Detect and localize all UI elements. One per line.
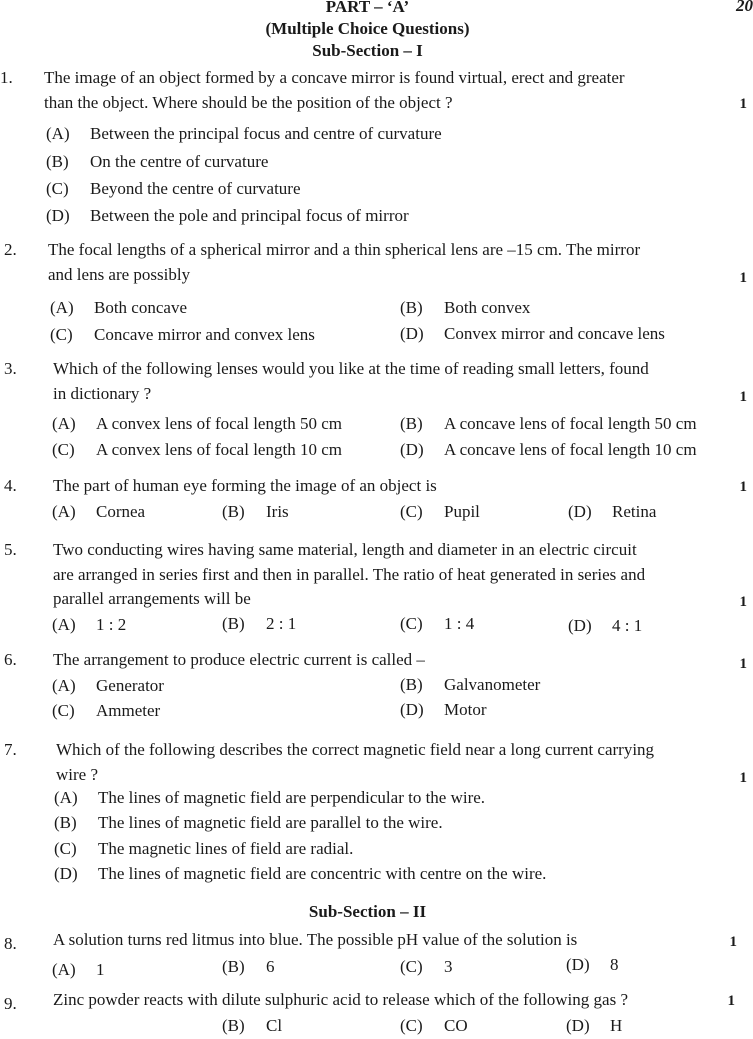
option-c xyxy=(54,837,353,862)
marks: 1 xyxy=(739,479,747,495)
option-c xyxy=(400,500,480,525)
option-text: Generator xyxy=(96,676,164,695)
option-label: (D) xyxy=(400,324,424,343)
question-text-line: Two conducting wires having same material, length and diameter in an electric circuit xyxy=(53,540,637,559)
question-text-line: The focal lengths of a spherical mirror and a thin spherical lens are –15 cm. The mirror xyxy=(48,240,641,259)
option-d xyxy=(566,1014,622,1039)
option-d xyxy=(54,862,546,887)
option-label: (A) xyxy=(46,124,70,143)
option-b xyxy=(222,500,289,525)
option-text: 4 : 1 xyxy=(612,616,643,635)
option-b xyxy=(222,955,275,980)
option-d xyxy=(46,204,409,229)
marks: 1 xyxy=(739,656,747,672)
question-text-line: are arranged in series first and then in parallel. The ratio of heat generated in series and xyxy=(53,564,646,584)
question-text xyxy=(56,738,741,787)
option-a xyxy=(52,500,145,525)
option-a xyxy=(52,613,126,638)
option-d xyxy=(566,953,619,978)
question-text xyxy=(53,988,738,1013)
option-label: (C) xyxy=(52,701,75,720)
option-label: (C) xyxy=(50,325,73,344)
option-a xyxy=(54,786,485,811)
option-text: 1 xyxy=(96,960,105,979)
option-text: The lines of magnetic field are perpendicular to the wire. xyxy=(98,788,486,807)
option-label: (B) xyxy=(222,957,245,976)
question-text-line: The image of an object formed by a concave mirror is found virtual, erect and greater xyxy=(44,68,625,87)
question-number: 7. xyxy=(4,740,17,759)
option-label: (C) xyxy=(400,614,423,633)
question-number: 5. xyxy=(4,540,17,559)
option-c xyxy=(400,955,453,980)
option-b xyxy=(46,150,268,175)
option-text: The lines of magnetic field are concentric with centre on the wire. xyxy=(98,864,547,883)
option-label: (C) xyxy=(400,502,423,521)
option-text: Pupil xyxy=(444,502,480,521)
option-text: A concave lens of focal length 10 cm xyxy=(444,440,697,459)
option-a xyxy=(52,412,342,437)
option-label: (D) xyxy=(566,955,590,974)
option-text: Retina xyxy=(612,502,657,521)
marks: 1 xyxy=(739,389,747,405)
marks: 1 xyxy=(739,594,747,610)
question-text-line: Which of the following describes the correct magnetic field near a long current carrying xyxy=(56,740,655,759)
option-d xyxy=(568,614,642,639)
option-text: 1 : 2 xyxy=(96,615,127,634)
marks: 1 xyxy=(739,96,747,112)
option-text: 8 xyxy=(610,955,619,974)
option-text: Both convex xyxy=(444,298,531,317)
option-c xyxy=(400,612,474,637)
option-label: (D) xyxy=(568,616,592,635)
option-text: Iris xyxy=(266,502,289,521)
option-label: (B) xyxy=(400,414,423,433)
option-label: (B) xyxy=(222,1016,245,1035)
option-d xyxy=(568,500,656,525)
option-text: 2 : 1 xyxy=(266,614,297,633)
question-number: 4. xyxy=(4,476,17,495)
option-text: Concave mirror and convex lens xyxy=(94,325,315,344)
option-text: Motor xyxy=(444,700,487,719)
question-number: 3. xyxy=(4,359,17,378)
option-b xyxy=(400,412,697,437)
question-text xyxy=(53,538,738,612)
marks: 1 xyxy=(729,934,737,950)
option-d xyxy=(400,698,487,723)
question-number: 9. xyxy=(4,994,17,1013)
option-label: (D) xyxy=(46,206,70,225)
option-a xyxy=(46,122,442,147)
question-number: 6. xyxy=(4,650,17,669)
question-text-line: Zinc powder reacts with dilute sulphuric acid to release which of the following gas ? xyxy=(53,990,628,1009)
option-c xyxy=(46,177,301,202)
option-b xyxy=(400,673,540,698)
option-label: (B) xyxy=(46,152,69,171)
option-text: Beyond the centre of curvature xyxy=(90,179,301,198)
question-text-line: parallel arrangements will be xyxy=(53,589,251,608)
option-a xyxy=(52,958,105,983)
question-text-line: and lens are possibly xyxy=(48,264,191,284)
question-number: 2. xyxy=(4,240,17,259)
option-label: (C) xyxy=(54,839,77,858)
question-text-line: A solution turns red litmus into blue. The possible pH value of the solution is xyxy=(53,930,578,949)
option-label: (A) xyxy=(54,788,78,807)
option-label: (B) xyxy=(54,813,77,832)
question-text xyxy=(53,928,738,953)
option-text: H xyxy=(610,1016,623,1035)
option-text: Ammeter xyxy=(96,701,161,720)
option-text: Convex mirror and concave lens xyxy=(444,324,665,343)
section-subtitle: (Multiple Choice Questions) xyxy=(265,19,470,38)
option-d xyxy=(400,322,665,347)
option-text: On the centre of curvature xyxy=(90,152,269,171)
option-label: (A) xyxy=(52,960,76,979)
option-c xyxy=(50,323,315,348)
option-b xyxy=(54,811,443,836)
option-b xyxy=(222,612,296,637)
question-text xyxy=(48,238,738,287)
option-text: Between the principal focus and centre of curvature xyxy=(90,124,442,143)
option-text: The magnetic lines of field are radial. xyxy=(98,839,354,858)
question-text xyxy=(44,66,734,115)
option-a xyxy=(52,674,164,699)
option-label: (C) xyxy=(400,957,423,976)
option-label: (D) xyxy=(400,440,424,459)
question-text-line: The part of human eye forming the image of an object is xyxy=(53,476,437,495)
question-number: 1. xyxy=(0,68,13,87)
question-number: 8. xyxy=(4,934,17,953)
option-label: (A) xyxy=(50,298,74,317)
page-number: 20 xyxy=(736,0,753,15)
option-text: CO xyxy=(444,1016,468,1035)
question-text xyxy=(53,474,738,499)
option-label: (D) xyxy=(400,700,424,719)
option-text: The lines of magnetic field are parallel to the wire. xyxy=(98,813,443,832)
question-text xyxy=(53,648,738,673)
option-c xyxy=(52,699,160,724)
option-label: (A) xyxy=(52,414,76,433)
question-text xyxy=(53,357,738,406)
marks: 1 xyxy=(739,770,747,786)
option-label: (C) xyxy=(52,440,75,459)
option-text: A convex lens of focal length 50 cm xyxy=(96,414,342,433)
option-text: Between the pole and principal focus of mirror xyxy=(90,206,409,225)
option-text: Galvanometer xyxy=(444,675,541,694)
option-text: Cornea xyxy=(96,502,146,521)
option-label: (B) xyxy=(222,502,245,521)
option-label: (D) xyxy=(54,864,78,883)
option-label: (B) xyxy=(400,298,423,317)
option-a xyxy=(50,296,187,321)
option-text: 3 xyxy=(444,957,453,976)
option-b xyxy=(400,296,530,321)
question-text-line: wire ? xyxy=(56,764,99,784)
marks: 1 xyxy=(727,993,735,1009)
option-text: A convex lens of focal length 10 cm xyxy=(96,440,342,459)
option-text: Both concave xyxy=(94,298,187,317)
question-text-line: The arrangement to produce electric current is called – xyxy=(53,650,425,669)
option-text: A concave lens of focal length 50 cm xyxy=(444,414,697,433)
option-label: (A) xyxy=(52,502,76,521)
option-text: 6 xyxy=(266,957,275,976)
option-b xyxy=(222,1014,282,1039)
option-label: (A) xyxy=(52,615,76,634)
marks: 1 xyxy=(739,270,747,286)
option-text: Cl xyxy=(266,1016,283,1035)
option-label: (D) xyxy=(568,502,592,521)
option-c xyxy=(400,1014,468,1039)
option-text: 1 : 4 xyxy=(444,614,475,633)
question-text-line: Which of the following lenses would you like at the time of reading small letters, found xyxy=(53,359,649,378)
option-d xyxy=(400,438,697,463)
option-label: (B) xyxy=(400,675,423,694)
option-label: (B) xyxy=(222,614,245,633)
question-text-line: in dictionary ? xyxy=(53,383,152,403)
option-label: (C) xyxy=(46,179,69,198)
subsection-2-heading: Sub-Section – II xyxy=(308,902,427,921)
option-label: (C) xyxy=(400,1016,423,1035)
option-c xyxy=(52,438,342,463)
option-label: (A) xyxy=(52,676,76,695)
question-text-line: than the object. Where should be the position of the object ? xyxy=(44,92,453,112)
subsection-heading: Sub-Section – I xyxy=(312,41,423,60)
part-heading: PART – ‘A’ xyxy=(325,0,410,16)
option-label: (D) xyxy=(566,1016,590,1035)
